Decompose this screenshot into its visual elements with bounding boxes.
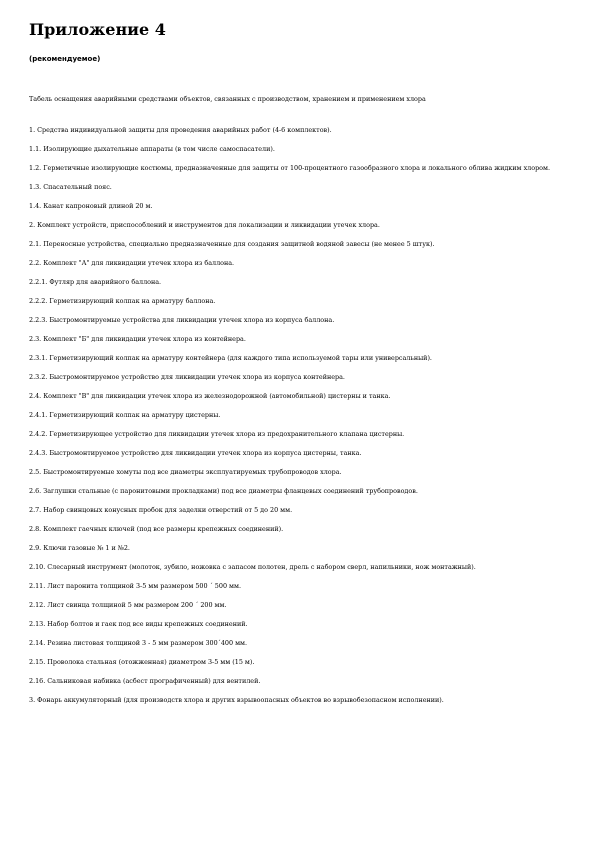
list-item: 2.3. Комплект "Б" для ликвидации утечек хлора из контейнера. xyxy=(29,335,246,343)
list-item: 1. Средства индивидуальной защиты для проведения аварийных работ (4-6 комплектов). xyxy=(29,126,332,134)
list-item: 1.2. Герметичные изолирующие костюмы, предназначенные для защиты от 100-процентного газообразного хлора и локального облива жидким хлором. xyxy=(29,164,551,172)
recommendation-note: (рекомендуемое) xyxy=(29,55,101,63)
list-item: 1.3. Спасательный пояс. xyxy=(29,183,112,191)
list-item: 2.12. Лист свинца толщиной 5 мм размером 200 ´ 200 мм. xyxy=(29,601,227,609)
list-item: 2.3.1. Герметизирующий колпак на арматуру контейнера (для каждого типа используемой тары или универсальный). xyxy=(29,354,432,362)
list-item: 1.4. Канат капроновый длиной 20 м. xyxy=(29,202,153,210)
list-item: 2.2.3. Быстромонтируемые устройства для ликвидации утечек хлора из корпуса баллона. xyxy=(29,316,335,324)
list-item: 1.1. Изолирующие дыхательные аппараты (в том числе самоспасатели). xyxy=(29,145,275,153)
list-item: 2.4.1. Герметизирующий колпак на арматуру цистерны. xyxy=(29,411,221,419)
list-item: 2.5. Быстромонтируемые хомуты под все диаметры эксплуатируемых трубопроводов хлора. xyxy=(29,468,342,476)
page-title: Приложение 4 xyxy=(29,20,166,39)
list-item: 2.3.2. Быстромонтируемое устройство для ликвидации утечек хлора из корпуса контейнера. xyxy=(29,373,345,381)
list-item: 2.2. Комплект "А" для ликвидации утечек хлора из баллона. xyxy=(29,259,235,267)
list-item: 2.4.3. Быстромонтируемое устройство для ликвидации утечек хлора из корпуса цистерны, танка. xyxy=(29,449,362,457)
table-caption: Табель оснащения аварийными средствами объектов, связанных с производством, хранением и применением хлора xyxy=(29,95,426,103)
list-item: 2.4.2. Герметизирующее устройство для ликвидации утечек хлора из предохранительного клапана цистерны. xyxy=(29,430,405,438)
list-item: 2.13. Набор болтов и гаек под все виды крепежных соединений. xyxy=(29,620,248,628)
list-item: 2.10. Слесарный инструмент (молоток, зубило, ножовка с запасом полотен, дрель с набором сверл, напильники, нож монтажный). xyxy=(29,563,476,571)
list-item: 2.15. Проволока стальная (отожженная) диаметром 3-5 мм (15 м). xyxy=(29,658,255,666)
list-item: 2. Комплект устройств, приспособлений и инструментов для локализации и ликвидации утечек хлора. xyxy=(29,221,380,229)
list-item: 2.16. Сальниковая набивка (асбест прографиченный) для вентилей. xyxy=(29,677,261,685)
list-item: 2.2.1. Футляр для аварийного баллона. xyxy=(29,278,162,286)
list-item: 2.2.2. Герметизирующий колпак на арматуру баллона. xyxy=(29,297,216,305)
list-item: 2.7. Набор свинцовых конусных пробок для заделки отверстий от 5 до 20 мм. xyxy=(29,506,293,514)
equipment-list xyxy=(29,126,569,715)
list-item: 2.1. Переносные устройства, специально предназначенные для создания защитной водяной завесы (не менее 5 штук). xyxy=(29,240,435,248)
list-item: 2.14. Резина листовая толщиной 3 - 5 мм размером 300´400 мм. xyxy=(29,639,248,647)
list-item: 2.9. Ключи газовые № 1 и №2. xyxy=(29,544,130,552)
list-item: 2.4. Комплект "В" для ликвидации утечек хлора из железнодорожной (автомобильной) цистерны и танка. xyxy=(29,392,391,400)
list-item: 3. Фонарь аккумуляторный (для производств хлора и других взрывоопасных объектов во взрывобезопасном исполнении). xyxy=(29,696,444,704)
list-item: 2.6. Заглушки стальные (с паронитовыми прокладками) под все диаметры фланцевых соединений трубопроводов. xyxy=(29,487,418,495)
list-item: 2.11. Лист паронита толщиной 3-5 мм размером 500 ´ 500 мм. xyxy=(29,582,242,590)
list-item: 2.8. Комплект гаечных ключей (под все размеры крепежных соединений). xyxy=(29,525,284,533)
